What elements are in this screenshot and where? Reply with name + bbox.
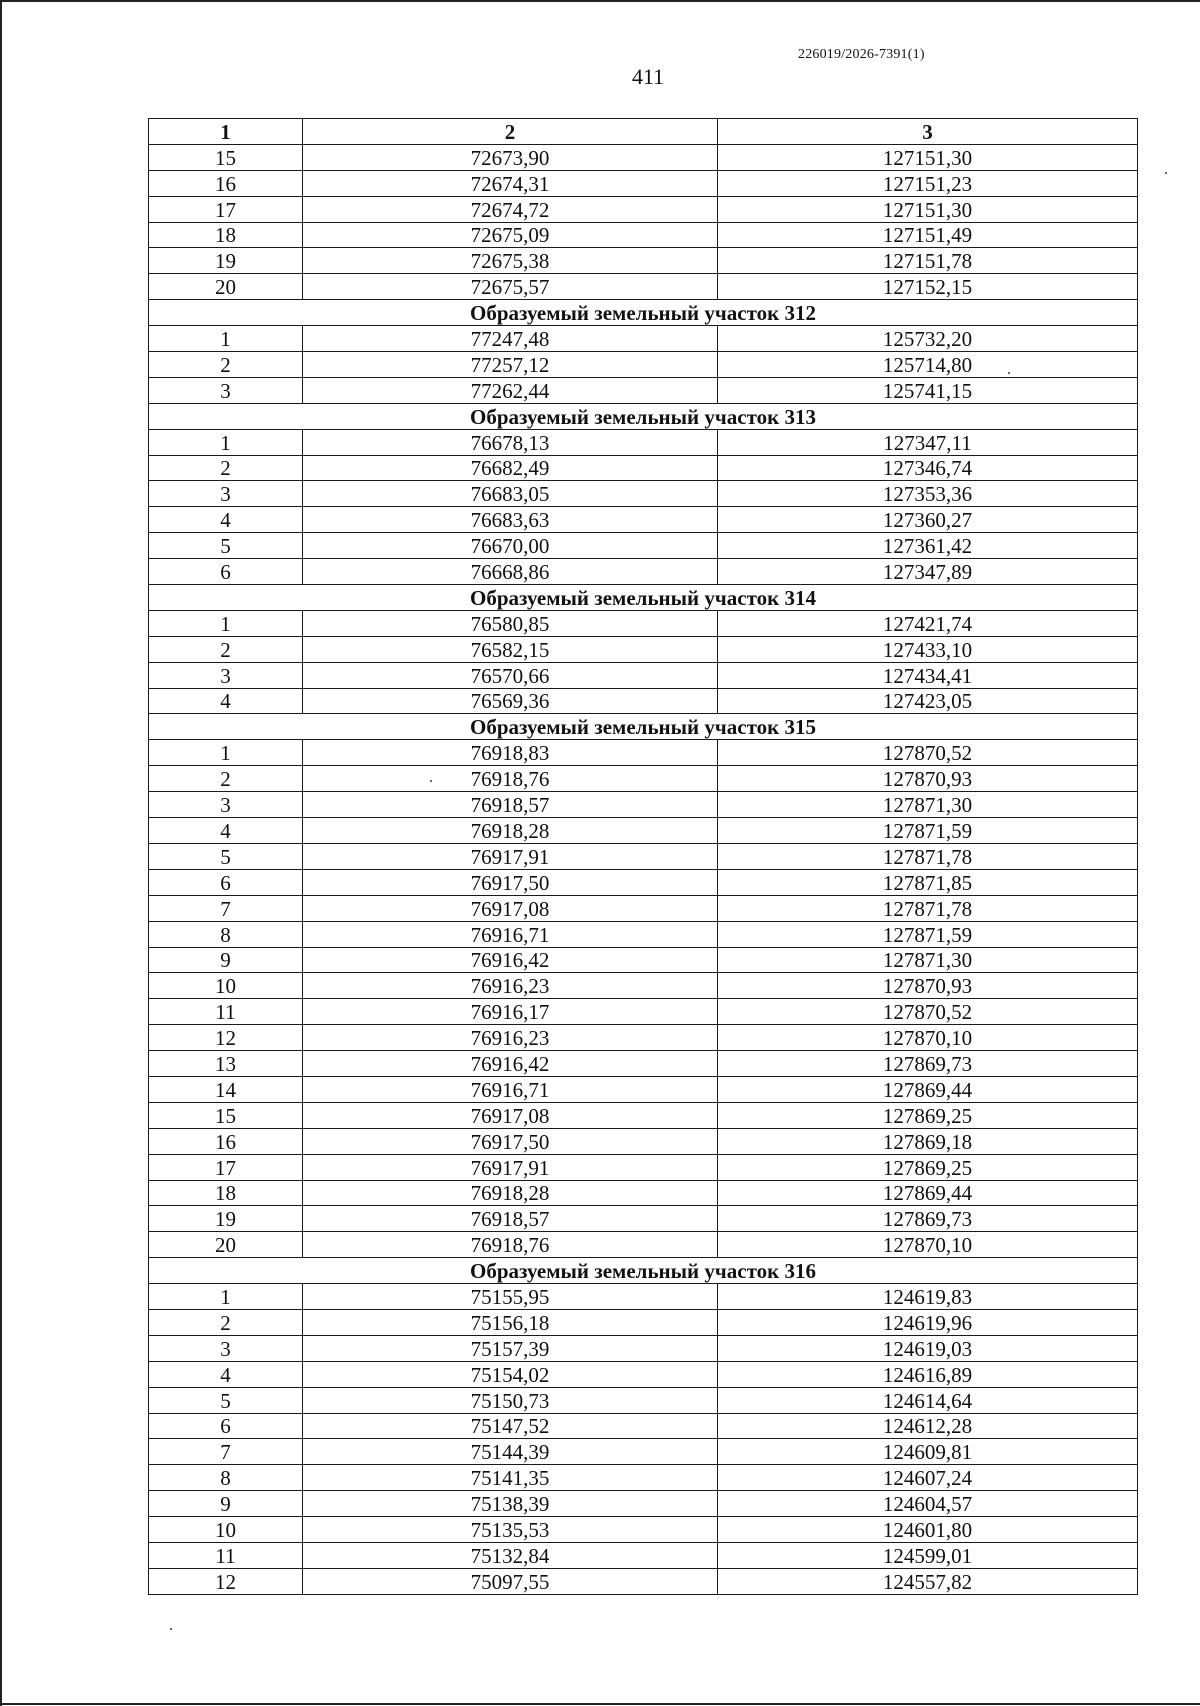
table-row <box>149 170 1138 196</box>
point-number-cell: 6 <box>149 559 303 585</box>
table-row <box>149 1128 1138 1154</box>
table-row <box>149 869 1138 895</box>
coordinate-x-cell: 76917,08 <box>303 1102 718 1128</box>
point-number-cell: 16 <box>149 170 303 196</box>
table-row <box>149 1206 1138 1232</box>
table-row <box>149 1439 1138 1465</box>
scan-speck <box>170 1628 172 1630</box>
point-number-cell: 3 <box>149 481 303 507</box>
table-row <box>149 818 1138 844</box>
point-number-cell: 1 <box>149 326 303 352</box>
point-number-cell: 7 <box>149 1439 303 1465</box>
point-number-cell: 5 <box>149 843 303 869</box>
coordinate-y-cell: 127869,44 <box>718 1180 1138 1206</box>
table-row <box>149 326 1138 352</box>
point-number-cell: 3 <box>149 1335 303 1361</box>
coordinate-y-cell: 127151,49 <box>718 222 1138 248</box>
coordinate-y-cell: 127151,23 <box>718 170 1138 196</box>
point-number-cell: 11 <box>149 999 303 1025</box>
coordinate-y-cell: 124557,82 <box>718 1568 1138 1594</box>
point-number-cell: 8 <box>149 1465 303 1491</box>
point-number-cell: 13 <box>149 1051 303 1077</box>
point-number-cell: 3 <box>149 662 303 688</box>
point-number-cell: 15 <box>149 144 303 170</box>
coordinate-x-cell: 76916,42 <box>303 1051 718 1077</box>
table-row <box>149 688 1138 714</box>
section-header-row <box>149 300 1138 326</box>
coordinate-x-cell: 76918,28 <box>303 1180 718 1206</box>
table-row <box>149 973 1138 999</box>
coordinate-x-cell: 75147,52 <box>303 1413 718 1439</box>
point-number-cell: 5 <box>149 533 303 559</box>
table-row <box>149 1025 1138 1051</box>
page-edge-top <box>0 0 1200 2</box>
point-number-cell: 15 <box>149 1102 303 1128</box>
table-row <box>149 196 1138 222</box>
table-row <box>149 377 1138 403</box>
registration-number: 226019/2026-7391(1) <box>798 47 925 62</box>
table-row <box>149 1542 1138 1568</box>
section-title: Образуемый земельный участок 315 <box>149 714 1138 740</box>
point-number-cell: 20 <box>149 1232 303 1258</box>
coordinate-x-cell: 76683,63 <box>303 507 718 533</box>
table-row <box>149 636 1138 662</box>
table-row <box>149 1180 1138 1206</box>
coordinate-x-cell: 76917,50 <box>303 869 718 895</box>
coordinate-y-cell: 124604,57 <box>718 1491 1138 1517</box>
coordinates-table <box>148 118 1138 1595</box>
table-row <box>149 1284 1138 1310</box>
coordinate-y-cell: 127870,93 <box>718 766 1138 792</box>
table-header-row <box>149 119 1138 145</box>
table-row <box>149 507 1138 533</box>
coordinate-y-cell: 127869,44 <box>718 1076 1138 1102</box>
point-number-cell: 12 <box>149 1568 303 1594</box>
coordinate-y-cell: 127869,25 <box>718 1154 1138 1180</box>
point-number-cell: 18 <box>149 222 303 248</box>
coordinate-x-cell: 76916,42 <box>303 947 718 973</box>
table-body <box>149 144 1138 1594</box>
table-row <box>149 1076 1138 1102</box>
section-title: Образуемый земельный участок 313 <box>149 403 1138 429</box>
coordinate-y-cell: 127347,11 <box>718 429 1138 455</box>
section-title: Образуемый земельный участок 312 <box>149 300 1138 326</box>
coordinate-y-cell: 127360,27 <box>718 507 1138 533</box>
coordinate-y-cell: 127869,25 <box>718 1102 1138 1128</box>
coordinate-y-cell: 124619,03 <box>718 1335 1138 1361</box>
coordinate-x-cell: 76917,50 <box>303 1128 718 1154</box>
table-row <box>149 455 1138 481</box>
coordinate-x-cell: 76683,05 <box>303 481 718 507</box>
point-number-cell: 1 <box>149 1284 303 1310</box>
coordinate-x-cell: 76668,86 <box>303 559 718 585</box>
coordinate-y-cell: 127871,78 <box>718 895 1138 921</box>
coordinate-x-cell: 77262,44 <box>303 377 718 403</box>
point-number-cell: 18 <box>149 1180 303 1206</box>
page-edge-left <box>0 0 2 1706</box>
table-row <box>149 559 1138 585</box>
coordinate-y-cell: 127871,78 <box>718 843 1138 869</box>
point-number-cell: 7 <box>149 895 303 921</box>
coordinate-y-cell: 127353,36 <box>718 481 1138 507</box>
table-row <box>149 895 1138 921</box>
table-row <box>149 921 1138 947</box>
column-header-x: 2 <box>303 119 718 145</box>
coordinate-y-cell: 127869,18 <box>718 1128 1138 1154</box>
coordinate-x-cell: 76918,76 <box>303 1232 718 1258</box>
coordinate-y-cell: 127871,30 <box>718 792 1138 818</box>
coordinate-x-cell: 75157,39 <box>303 1335 718 1361</box>
coordinate-x-cell: 76916,23 <box>303 973 718 999</box>
section-header-row <box>149 1258 1138 1284</box>
coordinate-x-cell: 77247,48 <box>303 326 718 352</box>
coordinate-y-cell: 124616,89 <box>718 1361 1138 1387</box>
point-number-cell: 3 <box>149 792 303 818</box>
coordinate-y-cell: 127421,74 <box>718 610 1138 636</box>
table-row <box>149 766 1138 792</box>
coordinate-x-cell: 72674,72 <box>303 196 718 222</box>
coordinate-y-cell: 127870,93 <box>718 973 1138 999</box>
coordinate-y-cell: 127870,10 <box>718 1232 1138 1258</box>
coordinate-x-cell: 76917,91 <box>303 843 718 869</box>
coordinate-x-cell: 76682,49 <box>303 455 718 481</box>
coordinate-x-cell: 76918,28 <box>303 818 718 844</box>
table-row <box>149 274 1138 300</box>
point-number-cell: 1 <box>149 429 303 455</box>
coordinate-x-cell: 76918,57 <box>303 792 718 818</box>
coordinate-y-cell: 127870,10 <box>718 1025 1138 1051</box>
point-number-cell: 2 <box>149 1309 303 1335</box>
table-row <box>149 1413 1138 1439</box>
point-number-cell: 16 <box>149 1128 303 1154</box>
point-number-cell: 12 <box>149 1025 303 1051</box>
coordinate-x-cell: 76678,13 <box>303 429 718 455</box>
table-row <box>149 1387 1138 1413</box>
coordinate-y-cell: 127869,73 <box>718 1206 1138 1232</box>
coordinate-y-cell: 127361,42 <box>718 533 1138 559</box>
table-row <box>149 1465 1138 1491</box>
coordinate-y-cell: 124601,80 <box>718 1517 1138 1543</box>
coordinate-y-cell: 124619,83 <box>718 1284 1138 1310</box>
coordinate-x-cell: 76582,15 <box>303 636 718 662</box>
coordinate-y-cell: 125741,15 <box>718 377 1138 403</box>
point-number-cell: 3 <box>149 377 303 403</box>
point-number-cell: 10 <box>149 973 303 999</box>
scan-speck <box>1165 172 1167 174</box>
coordinate-x-cell: 76569,36 <box>303 688 718 714</box>
coordinate-y-cell: 127346,74 <box>718 455 1138 481</box>
table-row <box>149 1232 1138 1258</box>
coordinate-y-cell: 127151,30 <box>718 196 1138 222</box>
table-row <box>149 740 1138 766</box>
coordinate-y-cell: 124599,01 <box>718 1542 1138 1568</box>
coordinate-x-cell: 76916,71 <box>303 921 718 947</box>
coordinate-x-cell: 72675,09 <box>303 222 718 248</box>
point-number-cell: 8 <box>149 921 303 947</box>
table-row <box>149 843 1138 869</box>
point-number-cell: 2 <box>149 766 303 792</box>
page-number: 411 <box>632 64 665 89</box>
coordinate-y-cell: 127151,30 <box>718 144 1138 170</box>
column-header-point-number: 1 <box>149 119 303 145</box>
coordinate-y-cell: 125732,20 <box>718 326 1138 352</box>
page-edge-bottom <box>0 1703 1200 1705</box>
table-row <box>149 222 1138 248</box>
point-number-cell: 10 <box>149 1517 303 1543</box>
coordinate-x-cell: 75132,84 <box>303 1542 718 1568</box>
coordinate-x-cell: 75144,39 <box>303 1439 718 1465</box>
table-row <box>149 999 1138 1025</box>
coordinate-x-cell: 76916,17 <box>303 999 718 1025</box>
coordinate-x-cell: 75135,53 <box>303 1517 718 1543</box>
coordinate-y-cell: 127433,10 <box>718 636 1138 662</box>
coordinate-y-cell: 127871,85 <box>718 869 1138 895</box>
coordinate-x-cell: 76917,08 <box>303 895 718 921</box>
coordinate-y-cell: 127871,30 <box>718 947 1138 973</box>
section-header-row <box>149 403 1138 429</box>
coordinate-y-cell: 127347,89 <box>718 559 1138 585</box>
coordinate-x-cell: 76916,71 <box>303 1076 718 1102</box>
coordinate-x-cell: 76570,66 <box>303 662 718 688</box>
coordinate-x-cell: 76580,85 <box>303 610 718 636</box>
point-number-cell: 9 <box>149 947 303 973</box>
coordinate-y-cell: 124609,81 <box>718 1439 1138 1465</box>
coordinate-x-cell: 77257,12 <box>303 352 718 378</box>
table-row <box>149 429 1138 455</box>
table-row <box>149 1154 1138 1180</box>
table-row <box>149 947 1138 973</box>
point-number-cell: 2 <box>149 636 303 662</box>
coordinate-y-cell: 127871,59 <box>718 921 1138 947</box>
coordinate-y-cell: 127871,59 <box>718 818 1138 844</box>
coordinate-y-cell: 127423,05 <box>718 688 1138 714</box>
column-header-y: 3 <box>718 119 1138 145</box>
table-row <box>149 610 1138 636</box>
coordinate-y-cell: 127869,73 <box>718 1051 1138 1077</box>
coordinate-x-cell: 76917,91 <box>303 1154 718 1180</box>
coordinate-x-cell: 72673,90 <box>303 144 718 170</box>
point-number-cell: 6 <box>149 1413 303 1439</box>
coordinate-y-cell: 124612,28 <box>718 1413 1138 1439</box>
table-row <box>149 481 1138 507</box>
coordinate-y-cell: 127434,41 <box>718 662 1138 688</box>
table-row <box>149 1361 1138 1387</box>
table-row <box>149 248 1138 274</box>
coordinate-x-cell: 75141,35 <box>303 1465 718 1491</box>
coordinate-y-cell: 124607,24 <box>718 1465 1138 1491</box>
point-number-cell: 14 <box>149 1076 303 1102</box>
coordinate-x-cell: 76916,23 <box>303 1025 718 1051</box>
coordinate-y-cell: 127152,15 <box>718 274 1138 300</box>
coordinate-x-cell: 75155,95 <box>303 1284 718 1310</box>
coordinate-y-cell: 124614,64 <box>718 1387 1138 1413</box>
point-number-cell: 11 <box>149 1542 303 1568</box>
coordinate-y-cell: 125714,80 <box>718 352 1138 378</box>
table-row <box>149 1491 1138 1517</box>
coordinate-x-cell: 72675,57 <box>303 274 718 300</box>
coordinate-x-cell: 76918,76 <box>303 766 718 792</box>
coordinate-x-cell: 75156,18 <box>303 1309 718 1335</box>
table-row <box>149 533 1138 559</box>
point-number-cell: 2 <box>149 352 303 378</box>
point-number-cell: 17 <box>149 196 303 222</box>
table-row <box>149 1335 1138 1361</box>
coordinate-x-cell: 76918,83 <box>303 740 718 766</box>
table-row <box>149 662 1138 688</box>
point-number-cell: 19 <box>149 248 303 274</box>
coordinate-x-cell: 72674,31 <box>303 170 718 196</box>
coordinate-x-cell: 75150,73 <box>303 1387 718 1413</box>
point-number-cell: 17 <box>149 1154 303 1180</box>
section-header-row <box>149 714 1138 740</box>
coordinate-x-cell: 72675,38 <box>303 248 718 274</box>
point-number-cell: 4 <box>149 1361 303 1387</box>
table-row <box>149 792 1138 818</box>
coordinate-y-cell: 127870,52 <box>718 999 1138 1025</box>
table-row <box>149 1102 1138 1128</box>
point-number-cell: 1 <box>149 740 303 766</box>
point-number-cell: 20 <box>149 274 303 300</box>
point-number-cell: 1 <box>149 610 303 636</box>
table-row <box>149 352 1138 378</box>
coordinate-y-cell: 124619,96 <box>718 1309 1138 1335</box>
point-number-cell: 4 <box>149 507 303 533</box>
coordinate-y-cell: 127151,78 <box>718 248 1138 274</box>
point-number-cell: 9 <box>149 1491 303 1517</box>
table-row <box>149 1517 1138 1543</box>
point-number-cell: 2 <box>149 455 303 481</box>
point-number-cell: 6 <box>149 869 303 895</box>
coordinate-x-cell: 75097,55 <box>303 1568 718 1594</box>
coordinate-x-cell: 76670,00 <box>303 533 718 559</box>
table-row <box>149 144 1138 170</box>
coordinate-x-cell: 76918,57 <box>303 1206 718 1232</box>
coordinate-y-cell: 127870,52 <box>718 740 1138 766</box>
table-row <box>149 1051 1138 1077</box>
point-number-cell: 19 <box>149 1206 303 1232</box>
point-number-cell: 5 <box>149 1387 303 1413</box>
point-number-cell: 4 <box>149 818 303 844</box>
coordinate-x-cell: 75138,39 <box>303 1491 718 1517</box>
section-title: Образуемый земельный участок 314 <box>149 585 1138 611</box>
section-header-row <box>149 585 1138 611</box>
table-row <box>149 1309 1138 1335</box>
coordinate-x-cell: 75154,02 <box>303 1361 718 1387</box>
point-number-cell: 4 <box>149 688 303 714</box>
section-title: Образуемый земельный участок 316 <box>149 1258 1138 1284</box>
table-row <box>149 1568 1138 1594</box>
